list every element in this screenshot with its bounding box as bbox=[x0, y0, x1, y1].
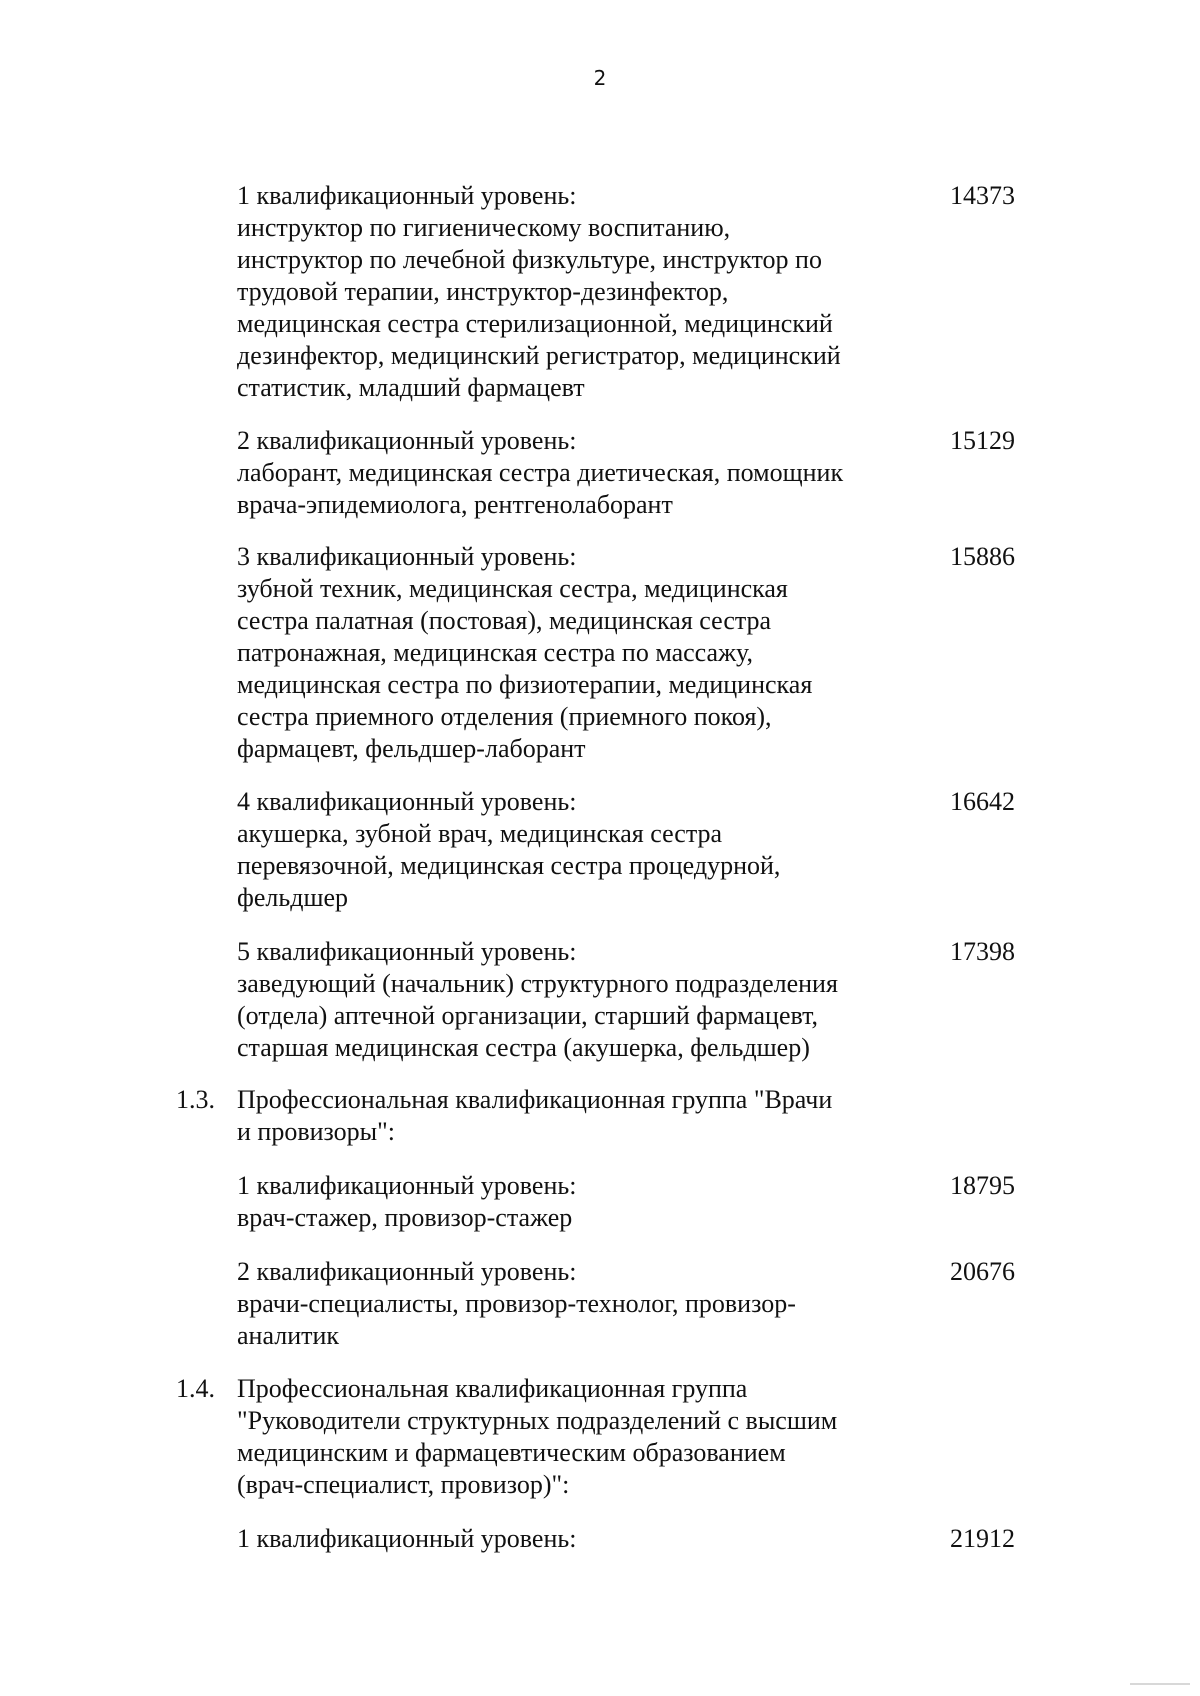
positions-line: фельдшер bbox=[237, 883, 349, 912]
qualification-level-3-block bbox=[237, 541, 917, 765]
qualification-level-heading: 3 квалификационный уровень: bbox=[237, 542, 577, 571]
qualification-level-heading: 5 квалификационный уровень: bbox=[237, 937, 577, 966]
salary-amount: 18795 bbox=[950, 1171, 1015, 1200]
scan-artifact bbox=[1130, 1683, 1190, 1685]
section-title-line: "Руководители структурных подразделений с высшим bbox=[237, 1406, 838, 1435]
qualification-level-heading: 2 квалификационный уровень: bbox=[237, 426, 577, 455]
section-title-line: (врач-специалист, провизор)": bbox=[237, 1470, 570, 1499]
positions-line: сестра приемного отделения (приемного покоя), bbox=[237, 702, 772, 731]
qualification-level-heading: 1 квалификационный уровень: bbox=[237, 1524, 577, 1553]
section-title-line: Профессиональная квалификационная группа "Врачи bbox=[237, 1085, 833, 1114]
positions-line: патронажная, медицинская сестра по массажу, bbox=[237, 638, 753, 667]
positions-line: медицинская сестра стерилизационной, медицинский bbox=[237, 309, 833, 338]
salary-amount: 21912 bbox=[950, 1524, 1015, 1553]
positions-line: сестра палатная (постовая), медицинская сестра bbox=[237, 606, 772, 635]
section-title bbox=[237, 1373, 917, 1501]
salary-amount: 14373 bbox=[950, 181, 1015, 210]
positions-line: перевязочной, медицинская сестра процедурной, bbox=[237, 851, 781, 880]
qualification-level-2-block bbox=[237, 425, 917, 521]
qualification-level-heading: 4 квалификационный уровень: bbox=[237, 787, 577, 816]
qualification-level-block bbox=[237, 1256, 917, 1352]
section-title-line: медицинским и фармацевтическим образованием bbox=[237, 1438, 786, 1467]
positions-line: врача-эпидемиолога, рентгенолаборант bbox=[237, 490, 673, 519]
positions-line: старшая медицинская сестра (акушерка, фельдшер) bbox=[237, 1033, 810, 1062]
positions-line: аналитик bbox=[237, 1321, 340, 1350]
qualification-level-heading: 1 квалификационный уровень: bbox=[237, 1171, 577, 1200]
salary-amount: 15129 bbox=[950, 426, 1015, 455]
qualification-level-block bbox=[237, 1170, 917, 1234]
positions-line: зубной техник, медицинская сестра, медицинская bbox=[237, 574, 788, 603]
salary-amount: 16642 bbox=[950, 787, 1015, 816]
page-number: 2 bbox=[593, 66, 607, 90]
positions-line: трудовой терапии, инструктор-дезинфектор, bbox=[237, 277, 729, 306]
positions-line: лаборант, медицинская сестра диетическая, помощник bbox=[237, 458, 844, 487]
positions-line: фармацевт, фельдшер-лаборант bbox=[237, 734, 586, 763]
positions-line: медицинская сестра по физиотерапии, медицинская bbox=[237, 670, 813, 699]
qualification-level-1-block bbox=[237, 180, 917, 404]
section-number: 1.4. bbox=[176, 1374, 215, 1403]
positions-line: инструктор по гигиеническому воспитанию, bbox=[237, 213, 731, 242]
positions-line: врачи-специалисты, провизор-технолог, провизор- bbox=[237, 1289, 796, 1318]
section-title-line: Профессиональная квалификационная группа bbox=[237, 1374, 748, 1403]
positions-line: инструктор по лечебной физкультуре, инструктор по bbox=[237, 245, 822, 274]
qualification-level-heading: 1 квалификационный уровень: bbox=[237, 181, 577, 210]
salary-amount: 20676 bbox=[950, 1257, 1015, 1286]
section-title bbox=[237, 1084, 917, 1148]
positions-line: заведующий (начальник) структурного подразделения bbox=[237, 969, 838, 998]
qualification-level-4-block bbox=[237, 786, 917, 914]
section-number: 1.3. bbox=[176, 1085, 215, 1114]
qualification-level-heading: 2 квалификационный уровень: bbox=[237, 1257, 577, 1286]
positions-line: (отдела) аптечной организации, старший фармацевт, bbox=[237, 1001, 819, 1030]
positions-line: дезинфектор, медицинский регистратор, медицинский bbox=[237, 341, 841, 370]
qualification-level-block bbox=[237, 1523, 917, 1555]
positions-line: врач-стажер, провизор-стажер bbox=[237, 1203, 573, 1232]
section-title-line: и провизоры": bbox=[237, 1117, 395, 1146]
salary-amount: 17398 bbox=[950, 937, 1015, 966]
positions-line: статистик, младший фармацевт bbox=[237, 373, 585, 402]
positions-line: акушерка, зубной врач, медицинская сестра bbox=[237, 819, 723, 848]
salary-amount: 15886 bbox=[950, 542, 1015, 571]
qualification-level-5-block bbox=[237, 936, 917, 1064]
